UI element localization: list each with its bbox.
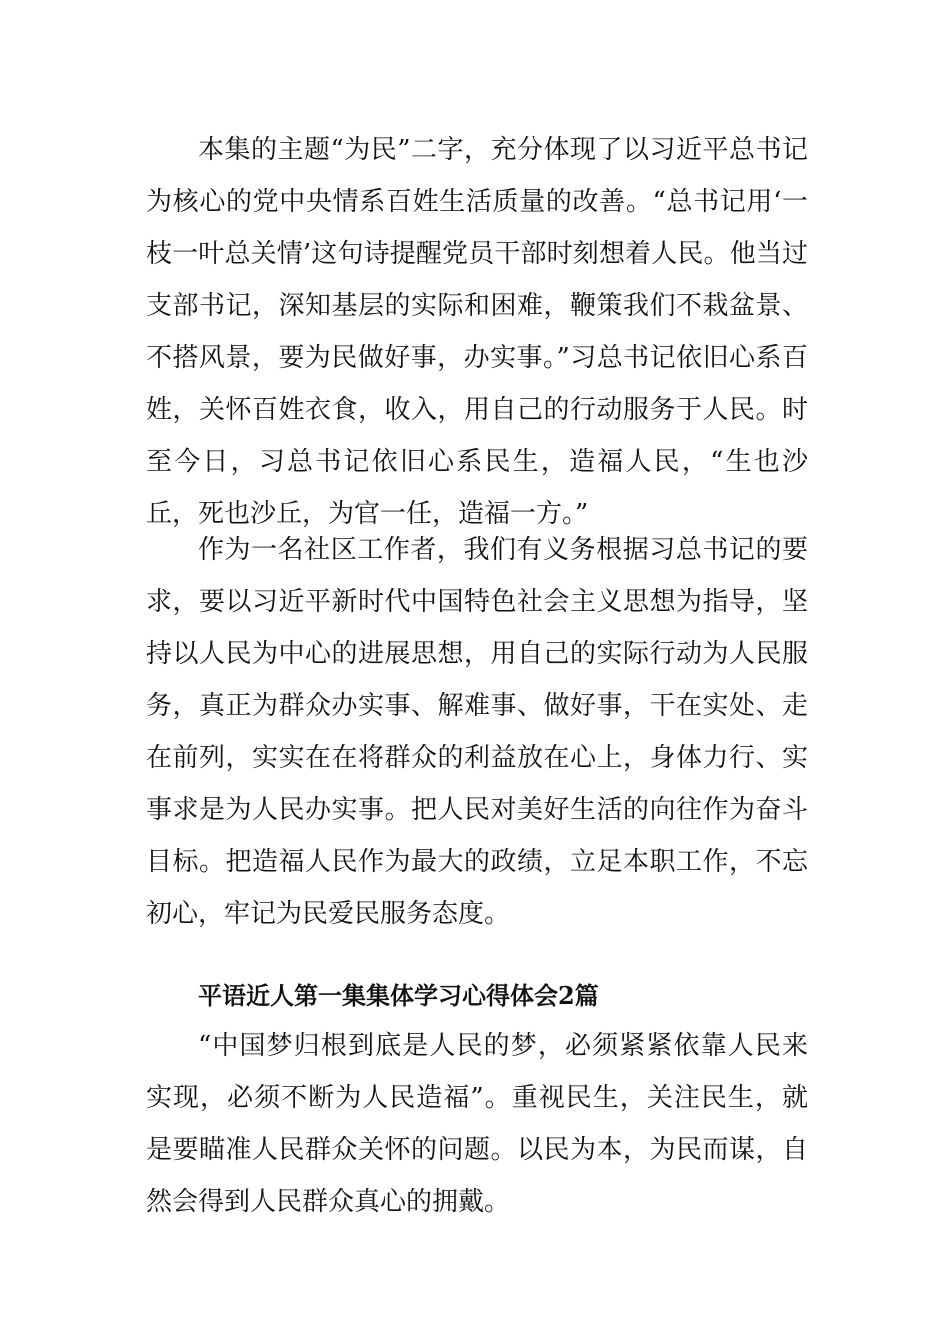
section-heading: 平语近人第一集集体学习心得体会2篇	[198, 981, 599, 1010]
paragraph-3: “中国梦归根到底是人民的梦，必须紧紧依靠人民来实现，必须不断为人民造福”。重视民生，关注民生，就是要瞄准人民群众关怀的问题。以民为本，为民而谋，自然会得到人民群众真心的拥戴。	[146, 1031, 808, 1217]
paragraph-1: 本集的主题“为民”二字，充分体现了以习近平总书记为核心的党中央情系百姓生活质量的改善。“总书记用‘一枝一叶总关情’这句诗提醒党员干部时刻想着人民。他当过支部书记，深知基层的实际和困难，鞭策我们不栽盆景、不搭风景，要为民做好事，办实事。”习总书记依旧心系百姓，关怀百姓衣食，收入，用自己的行动服务于人民。时至今日，习总书记依旧心系民生，造福人民，“生也沙丘，死也沙丘，为官一任，造福一方。”	[146, 135, 808, 529]
paragraph-2: 作为一名社区工作者，我们有义务根据习总书记的要求，要以习近平新时代中国特色社会主义思想为指导，坚持以人民为中心的进展思想，用自己的实际行动为人民服务，真正为群众办实事、解难事、做好事，干在实处、走在前列，实实在在将群众的利益放在心上，身体力行、实事求是为人民办实事。把人民对美好生活的向往作为奋斗目标。把造福人民作为最大的政绩，立足本职工作，不忘初心，牢记为民爱民服务态度。	[146, 535, 808, 929]
